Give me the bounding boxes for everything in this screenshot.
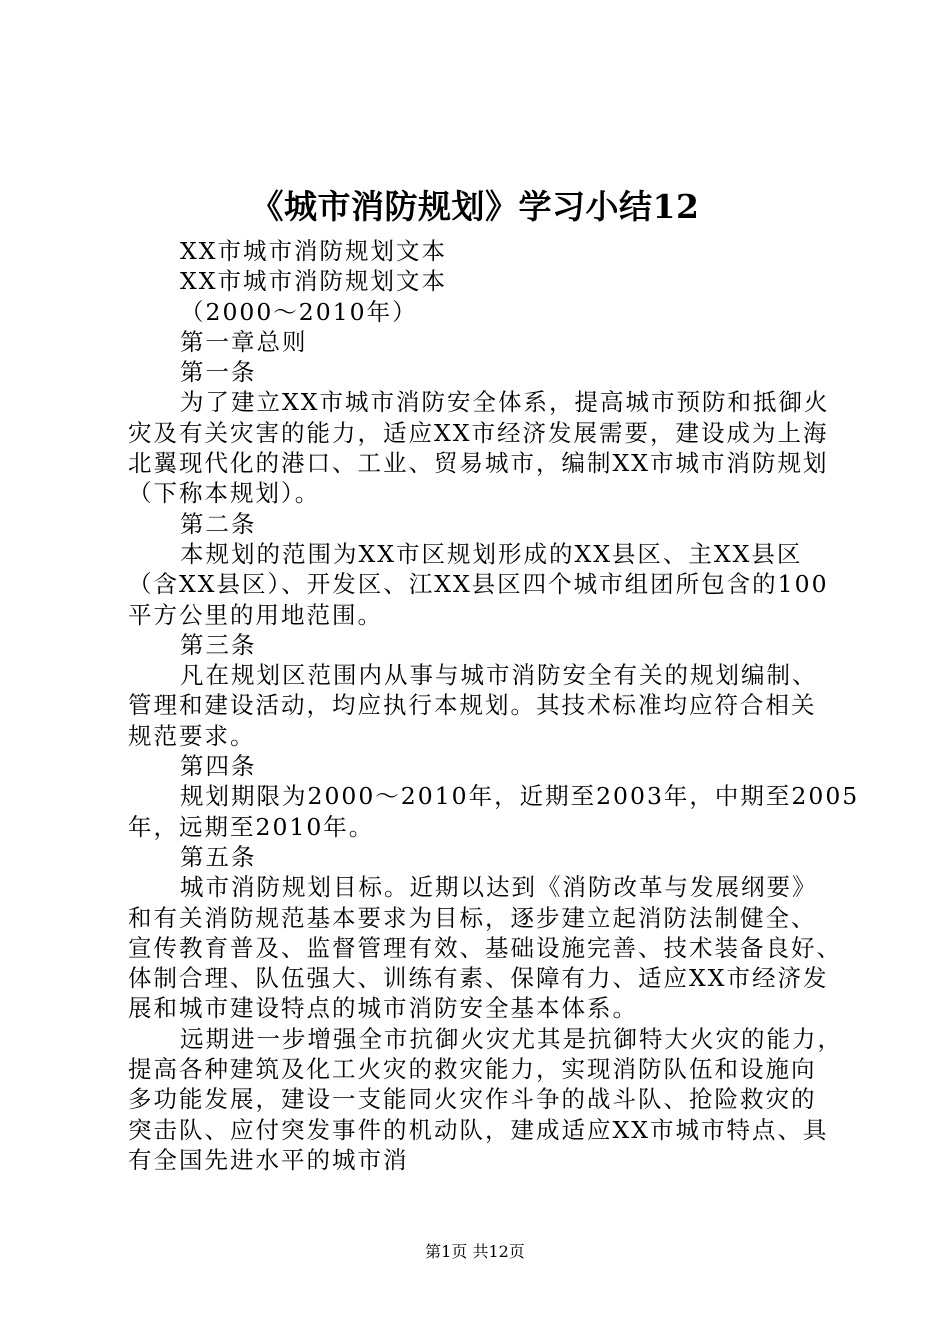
paragraph-line: 灾及有关灾害的能力，适应XX市经济发展需要，建设成为上海: [128, 418, 829, 447]
paragraph-line: 年，远期至2010年。: [128, 812, 375, 841]
paragraph-line: 规范要求。: [128, 721, 256, 750]
paragraph-line: 提高各种建筑及化工火灾的救灾能力，实现消防队伍和设施向: [128, 1055, 817, 1084]
paragraph-line: 平方公里的用地范围。: [128, 600, 383, 629]
page-footer: 第1页 共12页: [425, 1242, 525, 1261]
paragraph-line: 规划期限为2000～2010年，近期至2003年，中期至2005: [180, 782, 860, 811]
paragraph-line: （含XX县区）、开发区、江XX县区四个城市组团所包含的100: [128, 570, 829, 599]
paragraph-line: 宣传教育普及、监督管理有效、基础设施完善、技术装备良好、: [128, 933, 842, 962]
paragraph-line: （下称本规划）。: [128, 479, 321, 508]
paragraph-line: 第二条: [180, 509, 257, 538]
paragraph-line: 展和城市建设特点的城市消防安全基本体系。: [128, 994, 638, 1023]
paragraph-line: 第四条: [180, 752, 257, 781]
paragraph-line: 北翼现代化的港口、工业、贸易城市，编制XX市城市消防规划: [128, 449, 829, 478]
paragraph-line: XX市城市消防规划文本: [180, 267, 447, 296]
paragraph-line: 第五条: [180, 842, 257, 871]
paragraph-line: 本规划的范围为XX市区规划形成的XX县区、主XX县区: [180, 539, 803, 568]
paragraph-line: 有全国先进水平的城市消: [128, 1145, 409, 1174]
paragraph-line: XX市城市消防规划文本: [180, 237, 447, 265]
paragraph-line: 凡在规划区范围内从事与城市消防安全有关的规划编制、: [180, 661, 818, 690]
paragraph-line: （2000～2010年）: [180, 297, 418, 326]
paragraph-line: 突击队、应付突发事件的机动队，建成适应XX市城市特点、具: [128, 1115, 829, 1144]
paragraph-line: 多功能发展，建设一支能同火灾作斗争的战斗队、抢险救灾的: [128, 1085, 817, 1114]
paragraph-line: 体制合理、队伍强大、训练有素、保障有力、适应XX市经济发: [128, 964, 829, 993]
paragraph-line: 为了建立XX市城市消防安全体系，提高城市预防和抵御火: [180, 388, 830, 417]
paragraph-line: 第一章总则: [180, 327, 308, 356]
paragraph-line: 第一条: [180, 358, 257, 387]
document-title: 《城市消防规划》学习小结12: [250, 187, 700, 226]
paragraph-line: 第三条: [180, 630, 257, 659]
document-body: [128, 236, 860, 1175]
paragraph-line: 城市消防规划目标。近期以达到《消防改革与发展纲要》: [180, 873, 818, 902]
paragraph-line: 管理和建设活动，均应执行本规划。其技术标准均应符合相关: [128, 691, 817, 720]
paragraph-line: 和有关消防规范基本要求为目标，逐步建立起消防法制健全、: [128, 903, 817, 932]
paragraph-line: 远期进一步增强全市抗御火灾尤其是抗御特大火灾的能力，: [180, 1024, 843, 1053]
